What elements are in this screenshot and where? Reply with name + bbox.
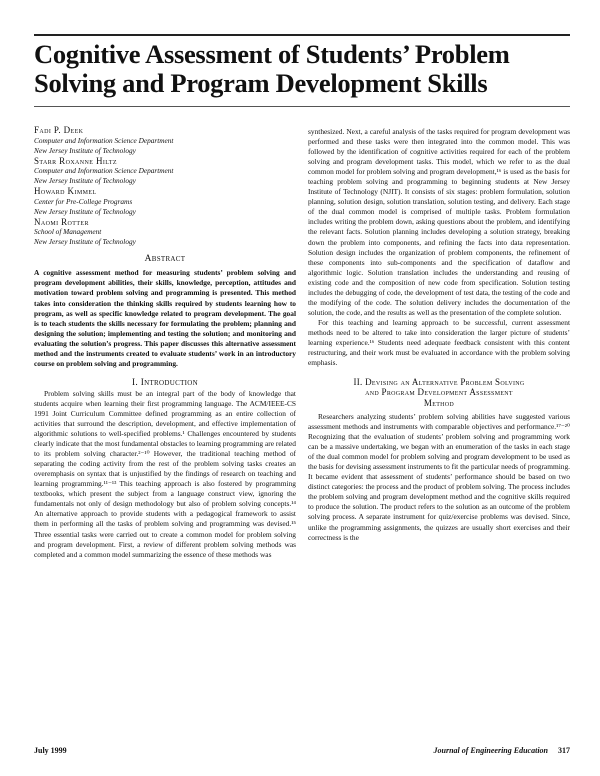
author-affiliation: Computer and Information Science Department [34,135,174,145]
author-affiliation: New Jersey Institute of Technology [34,237,136,247]
heading-line: Method [423,397,455,408]
left-column [34,125,296,560]
author-affiliation: Computer and Information Science Department [34,166,174,176]
author-affiliation: New Jersey Institute of Technology [34,206,136,216]
section-two-heading [308,377,570,408]
author-entry [34,217,296,248]
author-list [34,125,296,247]
heading-line: and Program Development Assessment [365,387,513,398]
author-entry [34,186,296,217]
author-name: Naomi Rotter [34,216,89,227]
author-entry [34,125,296,156]
top-rule [34,34,570,36]
footer-journal [400,746,570,755]
section-two-paragraph: Researchers analyzing students’ problem solving abilities have suggested various assessment methods and instruments with comparable objectives and performance.¹⁷⁻²⁰ Recognizing that the evaluation of students’ problem solving and programming work can be a massive undertaking, we began with an enumeration of the tasks in each stage of the dual common model for problem solving and program development to be used as the basis for devising assessment instruments to fit the particular needs of programming. It became evident that assessment of students’ performance should be based on two distinct categories: the process and the product of problem solving. The process includes the problem solving and program development method and the cognitive skills required to produce the solution. The product refers to the solution as an outcome of the problem solving process. A separate instrument for quiz/exercise problems was devised. Since, unlike the programming assignments, the quizzes are usually short exercises and their correctness is the [308,412,570,542]
paper-title: Cognitive Assessment of Students’ Problem Solving and Program Development Skills [34,39,510,98]
author-affiliation: New Jersey Institute of Technology [34,176,136,186]
introduction-heading: I. Introduction [132,377,198,388]
author-entry [34,156,296,187]
abstract-heading: Abstract [144,254,186,265]
abstract-text: A cognitive assessment method for measuring students’ problem solving and program development abilities, their skills, knowledge, perception, attitudes and motivation toward problem solving and programming is presented. This method takes into consideration the thinking skills required by students learning how to program, as well as specific knowledge related to program development. The goal is to teach students the skills necessary for formulating the problem; planning and designing the solution; implementing and testing the solution; and monitoring and evaluating the solution’s progress. This paper discusses this alternative assessment method and the instruments created to evaluate students’ work in an introductory course on problem solving and programming. [34,268,296,368]
journal-name: Journal of Engineering Education [433,746,548,755]
introduction-paragraph: Problem solving skills must be an integral part of the body of knowledge that students acquire when learning their first programming language. The ACM/IEEE-CS 1991 Joint Curriculum Committee defined programming as an entire collection of activities that surround the description, development, and effective implementation of algorithmic solutions to well-specified problems.¹ Challenges encountered by students clearly indicate that the most fundamental obstacles to learning programming are related to its problem solving character.²⁻¹⁰ However, the traditional teaching method of separating the coding activity from the rest of the problem solving tasks creates an overemphasis on syntax that is unjustified by the findings of research on teaching and learning programming.¹¹⁻¹³ This teaching approach is also fostered by programming textbooks, which present the subject from a language construct view, ignoring the fundamentals not only of design methodology but also of problem solving concepts.¹⁴ An alternative approach to provide students with a pedagogical framework to assist them in performing all the tasks of problem solving and programming was devised.¹⁵ Three essential tasks were carried out to create a common model for problem solving and program development. First, a review of different problem solving methods was completed and a common model summarizing the essence of these methods was [34,388,296,559]
author-affiliation: New Jersey Institute of Technology [34,145,136,155]
footer-date: July 1999 [34,746,67,755]
author-affiliation: Center for Pre-College Programs [34,196,133,206]
author-affiliation: School of Management [34,227,102,237]
title-rule [34,106,570,107]
heading-line: II. Devising an Alternative Problem Solving [353,377,525,388]
right-column [308,127,570,543]
author-name: Fadi P. Deek [34,125,84,135]
body-paragraph: synthesized. Next, a careful analysis of the tasks required for program development was performed and these tasks were then integrated into the common model. This was followed by the identification of cognitive activities required for each of the problem solving and program development tasks. This model, which we refer to as the dual common model for problem solving and program development,¹⁶ is used as the basis for teaching problem solving and programming to beginning students at New Jersey Institute of Technology (NJIT). It consists of six stages: problem formulation, solution planning, solution design, solution translation, solution testing, and delivery. Each stage of the dual common model is comprised of multiple tasks. Problem formulation includes writing the problem down, asking questions about the problem, and identifying the relevant facts. Solution planning includes developing a solution strategy, breaking down the problem into components, and refining the facts into data representation. Solution design includes the organization of problem components, the refinement of these components into sub-components and the specification of dataflow and algorithmic logic. Solution translation includes the understanding and reusing of existing code and the composition of new code from specification. Solution testing includes the debugging of code, the development of test data, the testing of the code and the modifying of the code. The solution delivery includes the documentation of the solution, the code, and the results as well as the presentation of the complete solution. [308,127,570,317]
author-name: Howard Kimmel [34,186,97,197]
author-name: Starr Roxanne Hiltz [34,155,117,166]
body-paragraph: For this teaching and learning approach to be successful, current assessment methods need to be altered to take into consideration the larger picture of students’ learning experience.¹⁶ Students need adequate feedback consistent with this content restructuring, and their work must be evaluated in accordance with the problem solving emphasis. [308,317,570,368]
page-number: 317 [558,746,570,755]
